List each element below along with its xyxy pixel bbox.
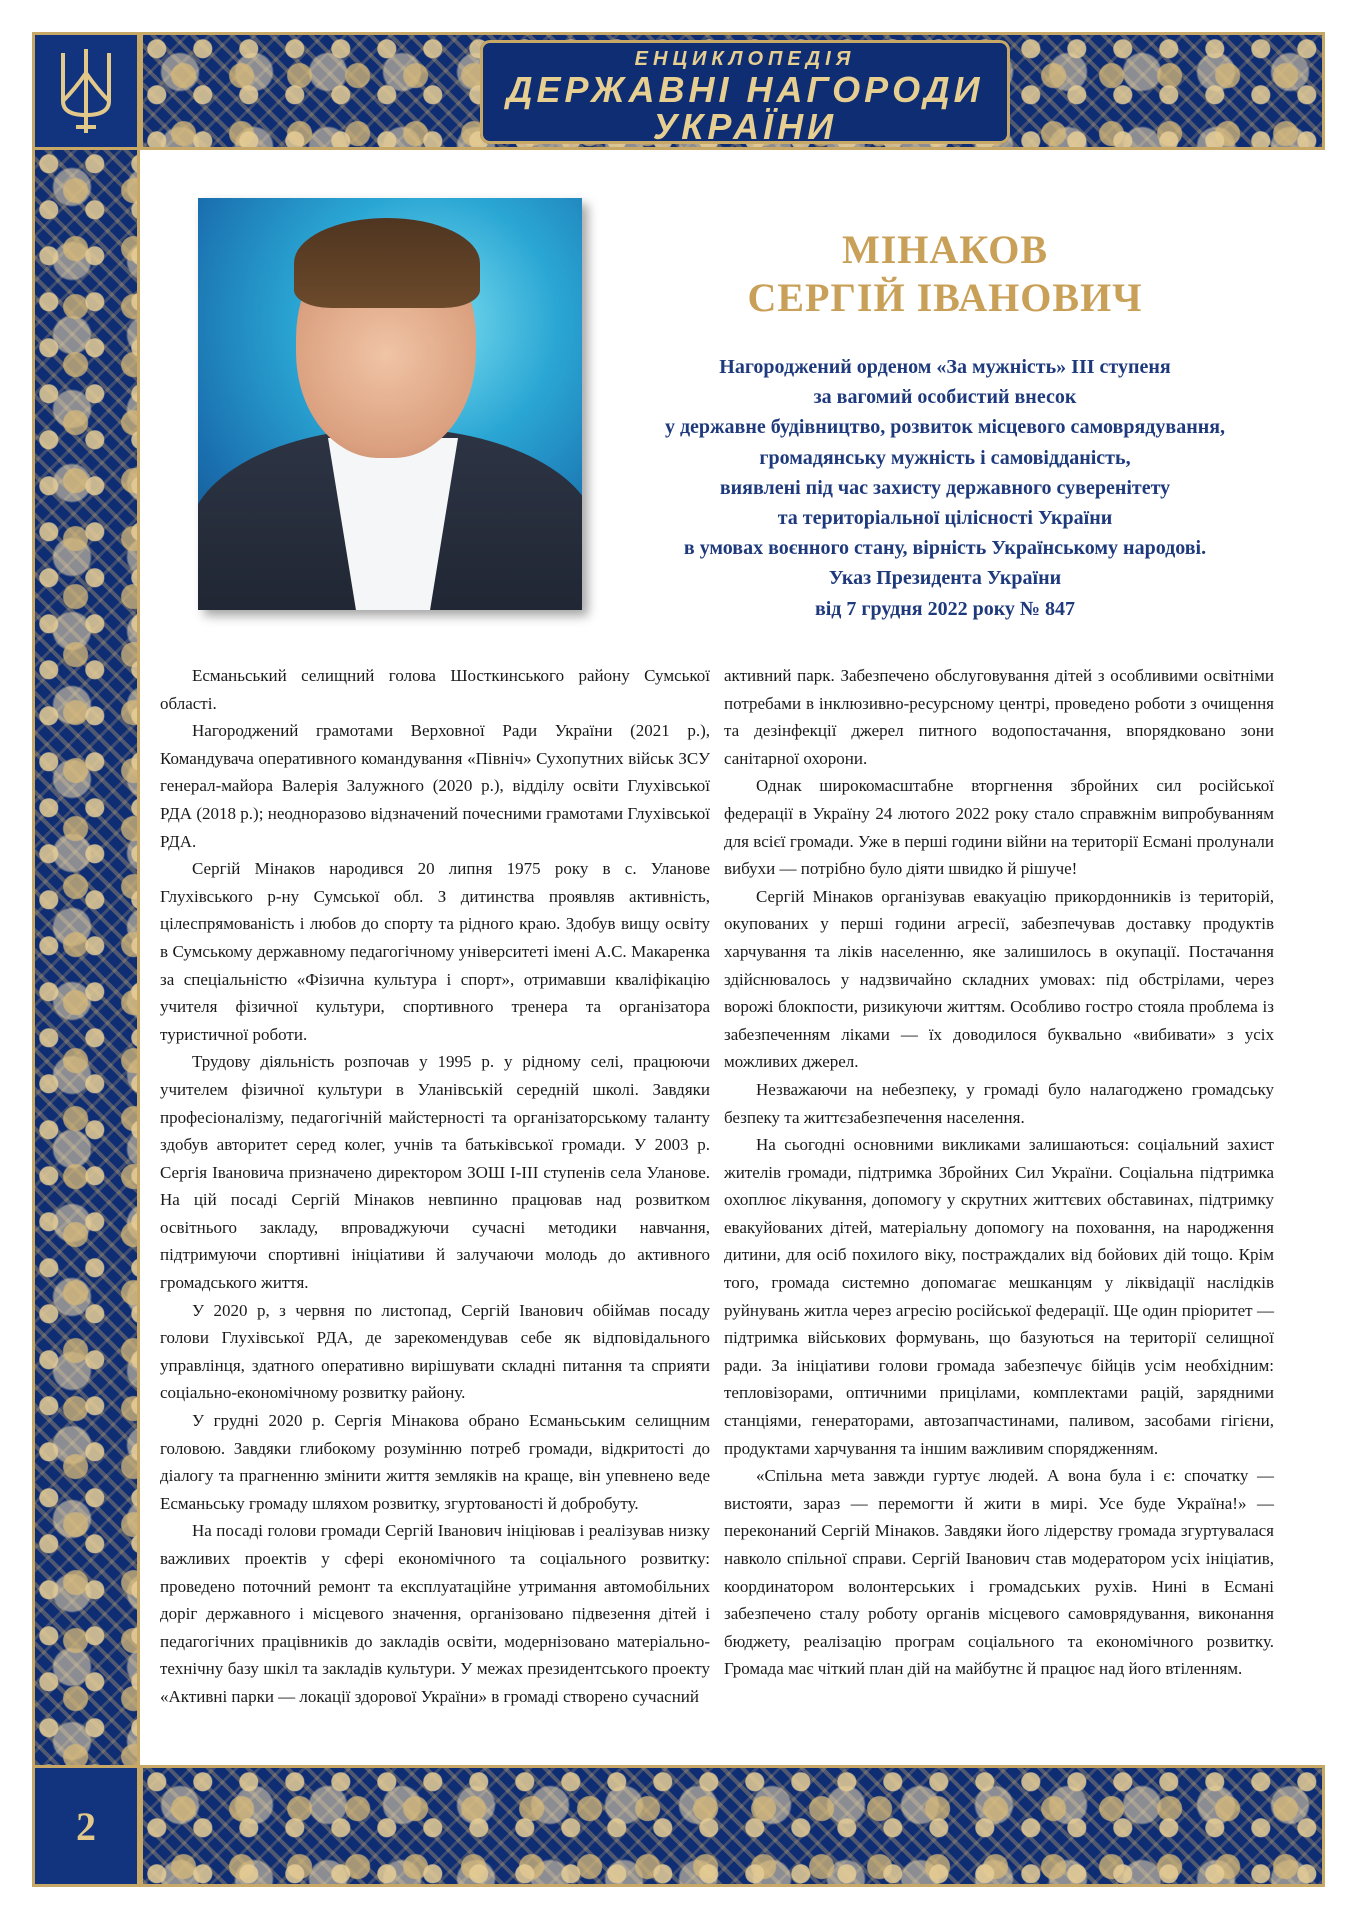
header-title-line1: ДЕРЖАВНІ НАГОРОДИ [506,69,984,110]
header-plaque [480,40,1010,147]
trident-coat-of-arms-icon [51,43,121,139]
portrait-hair [294,218,480,308]
paragraph: «Спільна мета завжди гуртує людей. А вона була і є: спочатку — вистояти, зараз — перемогти й жити в мирі. Усе буде Україна!» — переконаний Сергій Мінаков. Завдяки його лідерству громада згуртувалася навколо спільної справи. Сергій Іванович став модератором усіх ініціатив, координатором волонтерських і громадських рухів. Нині в Есмані забезпечено сталу роботу органів місцевого самоврядування, виконання бюджету, реалізацію програм соціального та економічного розвитку. Громада має чіткий план дій на майбутнє й працює над його втіленням. [724,1466,1274,1679]
left-ornament-border [32,150,140,1765]
emblem-box [32,32,140,150]
header-subtitle: ЕНЦИКЛОПЕДІЯ [634,48,856,70]
paragraph: У грудні 2020 р. Сергія Мінакова обрано Есманьським селищним головою. Завдяки глибокому розумінню потреб громади, відкритості до діалогу та прагненню змінити життя земляків на краще, він упевнено веде Есманьську громаду шляхом розвитку, згуртованості й добробуту. [160,1411,710,1513]
page-number-box [32,1765,140,1887]
paragraph: На посаді голови громади Сергій Іванович ініціював і реалізував низку важливих проектів у сфері економічного та соціального розвитку: проведено поточний ремонт та експлуатаційне утримання автомобільних доріг державного і місцевого значення, організовано підвезення дітей і педагогічних працівників до закладів освіти, модернізовано матеріально-технічну базу шкіл та закладів культури. У межах президентського проекту «Активні парки — локації здорової України» в громаді створено сучасний [160,1521,710,1706]
award-line: та територіальної цілісності України [777,507,1113,530]
person-given-names: СЕРГІЙ ІВАНОВИЧ [747,275,1143,320]
award-line: за вагомий особистий внесок [813,386,1077,409]
paragraph: Сергій Мінаков організував евакуацію прикордонників із територій, окупованих у перші години агресії, забезпечував доставку продуктів харчування та ліків населенню, яке залишилось в окупації. Постачання здійснювалось у надзвичайно складних умовах: під обстрілами, через ворожі блокпости, ризикуючи життям. Особливо гостро стояла проблема із забезпеченням ліками — їх доводилося буквально «вибивати» з усіх можливих джерел. [724,886,1274,1072]
paragraph: Однак широкомасштабне вторгнення збройних сил російської федерації в Україну 24 лютого 2022 року стало справжнім випробуванням для всієї громади. Уже в перші години війни на території Есмані пролунали вибухи — потрібно було діяти швидко й рішуче! [724,776,1274,879]
award-line: у державне будівництво, розвиток місцевого самоврядування, [664,416,1226,439]
bottom-ornament-border [140,1765,1325,1887]
biography-right-column [724,662,1274,1683]
paragraph-continuation: активний парк. Забезпечено обслуговування дітей з особливими освітніми потребами в інклюзивно-ресурсному центрі, проведено роботи з очищення та дезінфекції джерел питного водопостачання, впорядковано зони санітарної охорони. [724,666,1274,768]
paragraph: Нагороджений грамотами Верховної Ради України (2021 р.), Командувача оперативного командування «Північ» Сухопутних військ ЗСУ генерал-майора Валерія Залужного (2020 р.), відділу освіти Глухівської РДА (2018 р.); неодноразово відзначений почесними грамотами Глухівської РДА. [160,721,710,851]
portrait-photo [198,198,582,610]
paragraph: У 2020 р, з червня по листопад, Сергій Іванович обіймав посаду голови Глухівської РДА, де зарекомендував себе як відповідального управлінця, здатного оперативно вирішувати складні питання та сприяти соціально-економічному розвитку району. [160,1300,710,1403]
paragraph: Есманьський селищний голова Шосткинського району Сумської області. [160,666,710,713]
paragraph: Сергій Мінаков народився 20 липня 1975 року в с. Уланове Глухівського р-ну Сумської обл. З дитинства проявляв активність, цілеспрямованість і любов до спорту та рідного краю. Здобув вищу освіту в Сумському державному педагогічному університеті імені А.С. Макаренка за спеціальністю «Фізична культура і спорт», отримавши кваліфікацію учителя фізичної культури, спортивного тренера та організатора туристичної роботи. [160,859,710,1044]
award-line: громадянську мужність і самовідданість, [759,446,1131,469]
header-title-line2: УКРАЇНИ [652,106,838,147]
award-line: Указ Президента України [828,567,1062,590]
page-number: 2 [76,1803,96,1849]
award-line: Нагороджений орденом «За мужність» ІІІ ступеня [719,356,1171,378]
award-description [600,352,1290,624]
award-line: від 7 грудня 2022 року № 847 [814,597,1076,620]
paragraph: Незважаючи на небезпеку, у громаді було налагоджено громадську безпеку та життєзабезпечення населення. [724,1079,1274,1127]
paragraph: Трудову діяльність розпочав у 1995 р. у рідному селі, працюючи учителем фізичної культури в Уланівській середній школі. Завдяки професіоналізму, педагогічній майстерності та організаторському таланту здобув авторитет серед колег, учнів та батьківської громади. У 2003 р. Сергія Івановича призначено директором ЗОШ І-ІІІ ступенів села Уланове. На цій посаді Сергій Мінаков невпинно працював над розвитком освітнього закладу, впроваджуючи сучасні методики навчання, підтримуючи спортивні ініціативи й залучаючи молодь до активного громадського життя. [160,1052,710,1293]
award-line: в умовах воєнного стану, вірність Українському народові. [683,537,1207,560]
person-surname: МІНАКОВ [841,227,1049,272]
biography-left-column [160,662,710,1711]
award-line: виявлені під час захисту державного суверенітету [719,476,1171,499]
paragraph: На сьогодні основними викликами залишаються: соціальний захист жителів громади, підтримка Збройних Сил України. Соціальна підтримка охоплює лікування, допомогу у скрутних життєвих обставинах, підтримку евакуйованих дітей, матеріальну допомогу на поховання, на народження дитини, для осіб похилого віку, постраждалих від бойових дій тощо. Крім того, громада системно допомагає мешканцям у ліквідації наслідків руйнувань житла через агресію російської федерації. Ще один пріоритет — підтримка військових формувань, що базуються на території селищної ради. За ініціативи голови громада забезпечує бійців усім необхідним: тепловізорами, оптичними прицілами, комплектами рацій, зарядними станціями, генераторами, автозапчастинами, паливом, засобами гігієни, продуктами харчування та іншим важливим спорядженням. [724,1135,1274,1458]
